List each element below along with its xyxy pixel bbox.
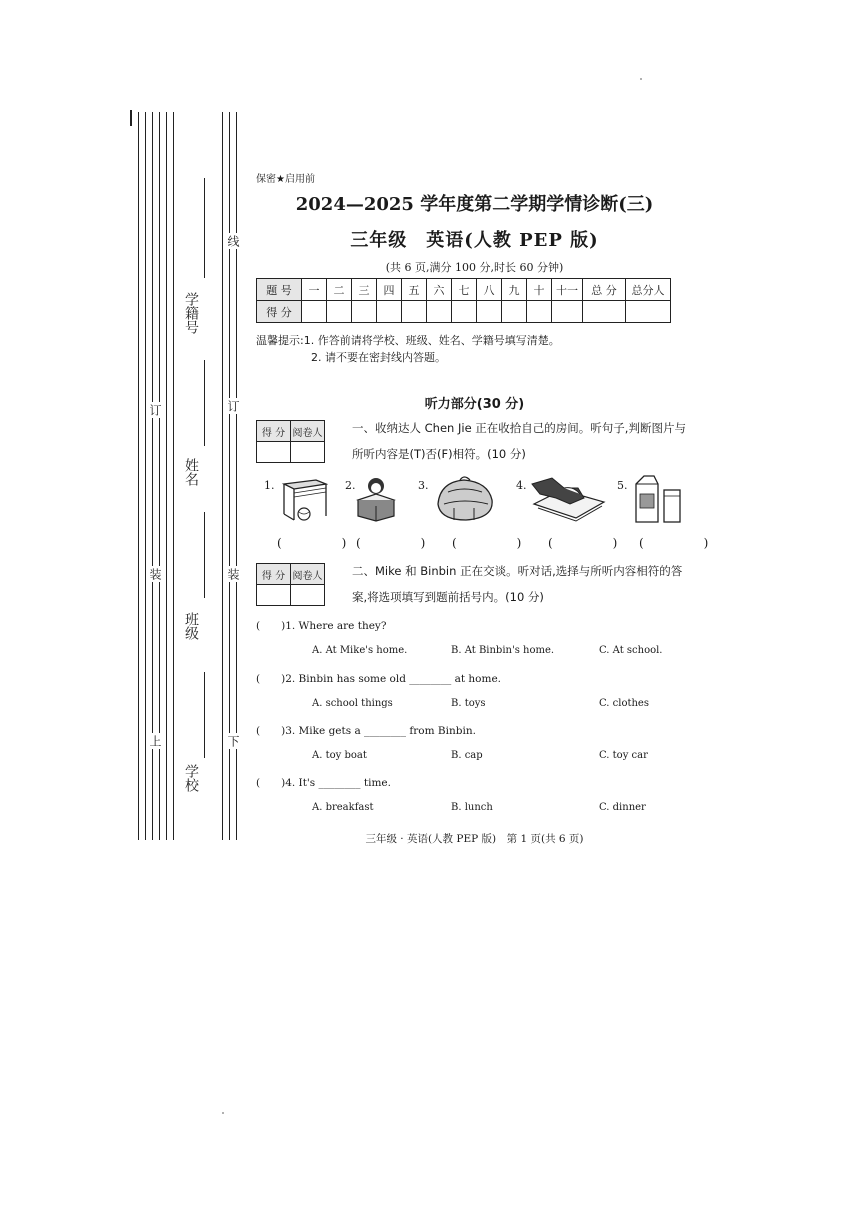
answer-paren-4[interactable]: ( ) bbox=[548, 536, 630, 550]
picture-number: 5. bbox=[617, 479, 628, 492]
tip-line-2: 2. 请不要在密封线内答题。 bbox=[311, 351, 446, 364]
seal-mark-xia: 下 bbox=[226, 735, 240, 747]
student-id-underline bbox=[204, 178, 205, 278]
question-2-option-b: B. toys bbox=[451, 698, 486, 709]
exam-subtitle: 三年级 英语(人教 PEP 版) bbox=[350, 230, 599, 251]
question-4-option-a: A. breakfast bbox=[312, 802, 374, 813]
listening-part-title: 听力部分(30 分) bbox=[424, 397, 525, 412]
col-header: 一 bbox=[302, 279, 327, 301]
score-cell[interactable] bbox=[452, 301, 477, 323]
section-2-instructions: 二、Mike 和 Binbin 正在交谈。听对话,选择与所听内容相符的答案,将选项填写到题前括号内。(10 分) bbox=[352, 564, 683, 604]
hand-on-book-picture bbox=[530, 474, 606, 524]
question-4-stem: ( )4. It's ________ time. bbox=[256, 777, 391, 789]
col-header: 总分人 bbox=[626, 279, 671, 301]
col-header: 总 分 bbox=[583, 279, 626, 301]
question-2-stem: ( )2. Binbin has some old ________ at home. bbox=[256, 673, 502, 685]
exam-title: 2024—2025 学年度第二学期学情诊断(三) bbox=[295, 194, 654, 215]
margin-line bbox=[222, 112, 223, 840]
margin-line bbox=[173, 112, 174, 840]
school-label: 学校 bbox=[183, 764, 199, 792]
picture-number: 2. bbox=[345, 479, 356, 492]
corner-mark bbox=[130, 110, 132, 126]
desk-with-ball-picture bbox=[280, 476, 328, 524]
question-3-option-b: B. cap bbox=[451, 750, 483, 761]
question-1-option-a: A. At Mike's home. bbox=[312, 645, 408, 656]
score-cell[interactable] bbox=[502, 301, 527, 323]
grader-score-cell[interactable] bbox=[257, 442, 291, 463]
grader-name-cell[interactable] bbox=[291, 585, 325, 606]
answer-paren-2[interactable]: ( ) bbox=[356, 536, 438, 550]
grader-score-label: 得 分 bbox=[257, 421, 291, 442]
question-3-option-c: C. toy car bbox=[599, 750, 648, 761]
margin-line bbox=[159, 112, 160, 840]
question-1-option-b: B. At Binbin's home. bbox=[451, 645, 555, 656]
col-header: 九 bbox=[502, 279, 527, 301]
score-cell[interactable] bbox=[427, 301, 452, 323]
col-header: 五 bbox=[402, 279, 427, 301]
col-header: 十 bbox=[527, 279, 552, 301]
col-header: 二 bbox=[327, 279, 352, 301]
outer-mark-zhuang: 装 bbox=[148, 568, 162, 580]
tip-line-1: 温馨提示:1. 作答前请将学校、班级、姓名、学籍号填写清楚。 bbox=[256, 334, 560, 347]
score-cell[interactable] bbox=[402, 301, 427, 323]
grader-box-2 bbox=[256, 563, 325, 606]
girl-in-box-picture bbox=[355, 474, 397, 522]
answer-paren-3[interactable]: ( ) bbox=[452, 536, 534, 550]
margin-line bbox=[152, 112, 153, 840]
row-label: 得 分 bbox=[257, 301, 302, 323]
answer-paren-1[interactable]: ( ) bbox=[277, 536, 359, 550]
picture-number: 4. bbox=[516, 479, 527, 492]
margin-line bbox=[145, 112, 146, 840]
outer-mark-ding: 订 bbox=[148, 404, 162, 416]
seal-mark-xian: 线 bbox=[226, 235, 240, 247]
score-cell[interactable] bbox=[477, 301, 502, 323]
page-footer: 三年级 · 英语(人教 PEP 版) 第 1 页(共 6 页) bbox=[365, 833, 584, 845]
score-table bbox=[256, 278, 671, 323]
name-label: 姓名 bbox=[183, 458, 199, 486]
row-label: 题 号 bbox=[257, 279, 302, 301]
question-3-stem: ( )3. Mike gets a ________ from Binbin. bbox=[256, 725, 476, 737]
picture-number: 3. bbox=[418, 479, 429, 492]
section-1-instructions: 一、收纳达人 Chen Jie 正在收拾自己的房间。听句子,判断图片与所听内容是(T)否(F)相符。(10 分) bbox=[352, 421, 686, 461]
margin-line bbox=[166, 112, 167, 840]
score-cell[interactable] bbox=[327, 301, 352, 323]
margin-line bbox=[229, 112, 230, 840]
col-header: 十一 bbox=[552, 279, 583, 301]
score-cell[interactable] bbox=[377, 301, 402, 323]
milk-and-glass-picture bbox=[632, 472, 684, 526]
score-table-score-row bbox=[257, 301, 671, 323]
scan-speck bbox=[640, 78, 642, 80]
question-1-stem: ( )1. Where are they? bbox=[256, 620, 387, 632]
school-underline bbox=[204, 672, 205, 758]
grader-box-1 bbox=[256, 420, 325, 463]
outer-mark-shang: 上 bbox=[148, 735, 162, 747]
question-2-option-a: A. school things bbox=[312, 698, 393, 709]
name-underline bbox=[204, 360, 205, 446]
score-cell[interactable] bbox=[583, 301, 626, 323]
col-header: 六 bbox=[427, 279, 452, 301]
class-underline bbox=[204, 512, 205, 598]
grader-name-label: 阅卷人 bbox=[291, 564, 325, 585]
grader-score-cell[interactable] bbox=[257, 585, 291, 606]
grader-score-label: 得 分 bbox=[257, 564, 291, 585]
score-cell[interactable] bbox=[552, 301, 583, 323]
exam-meta: (共 6 页,满分 100 分,时长 60 分钟) bbox=[385, 261, 564, 274]
score-cell[interactable] bbox=[626, 301, 671, 323]
seal-mark-zhuang: 装 bbox=[226, 568, 240, 580]
margin-line bbox=[236, 112, 237, 840]
class-label: 班级 bbox=[183, 612, 199, 640]
score-table-header-row bbox=[257, 279, 671, 301]
scan-speck bbox=[222, 1112, 224, 1114]
question-3-option-a: A. toy boat bbox=[312, 750, 367, 761]
col-header: 七 bbox=[452, 279, 477, 301]
grader-name-cell[interactable] bbox=[291, 442, 325, 463]
col-header: 四 bbox=[377, 279, 402, 301]
col-header: 三 bbox=[352, 279, 377, 301]
confidential-label: 保密★启用前 bbox=[256, 174, 315, 185]
question-2-option-c: C. clothes bbox=[599, 698, 649, 709]
schoolbag-picture bbox=[430, 474, 500, 524]
question-4-option-b: B. lunch bbox=[451, 802, 493, 813]
picture-number: 1. bbox=[264, 479, 275, 492]
score-cell[interactable] bbox=[302, 301, 327, 323]
question-1-option-c: C. At school. bbox=[599, 645, 663, 656]
col-header: 八 bbox=[477, 279, 502, 301]
question-4-option-c: C. dinner bbox=[599, 802, 646, 813]
answer-paren-5[interactable]: ( ) bbox=[639, 536, 721, 550]
student-id-label: 学籍号 bbox=[183, 292, 199, 334]
score-cell[interactable] bbox=[352, 301, 377, 323]
margin-line bbox=[138, 112, 139, 840]
score-cell[interactable] bbox=[527, 301, 552, 323]
grader-name-label: 阅卷人 bbox=[291, 421, 325, 442]
seal-mark-ding: 订 bbox=[226, 400, 240, 412]
